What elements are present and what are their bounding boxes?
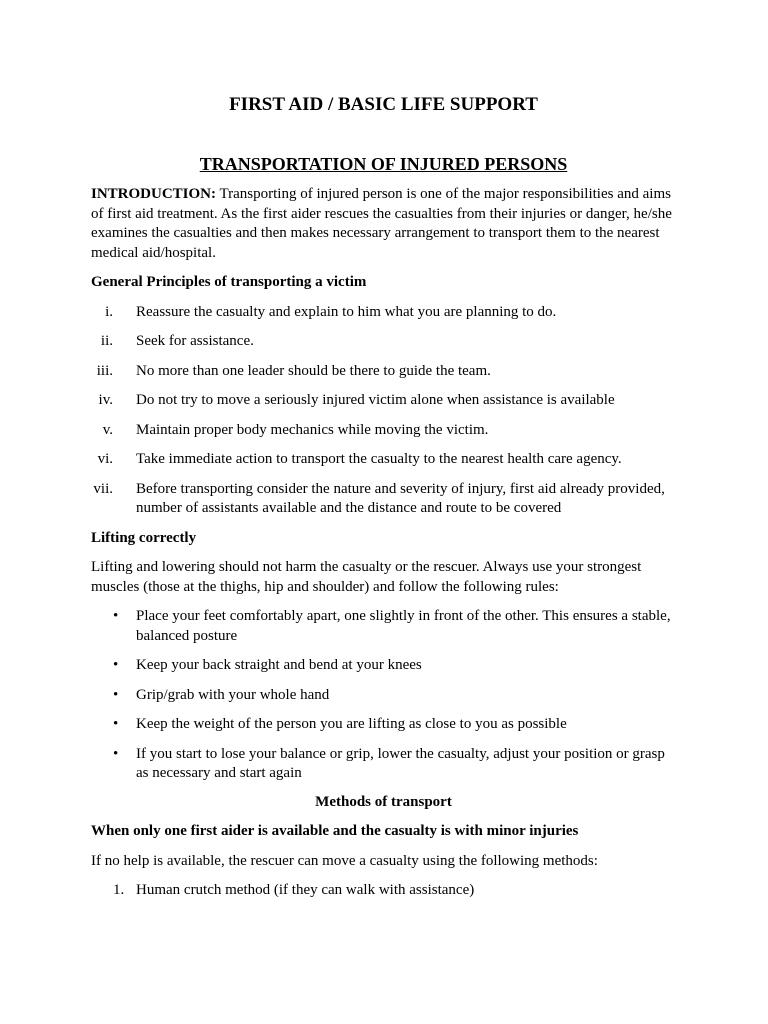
principles-heading: General Principles of transporting a victim [91, 274, 367, 290]
list-item [91, 686, 676, 706]
list-item [91, 745, 676, 784]
lifting-intro-paragraph: Lifting and lowering should not harm the casualty or the rescuer. Always use your strongest muscles (those at the thighs, hip and shoulder) and follow the following rules: [91, 559, 642, 595]
list-item-text: Take immediate action to transport the casualty to the nearest health care agency. [136, 451, 622, 467]
list-item [91, 715, 676, 735]
principles-list [91, 303, 676, 519]
list-marker: 1. [113, 882, 125, 898]
bullet-marker: • [113, 657, 119, 673]
list-item-text: Before transporting consider the nature and severity of injury, first aid already provided, number of assistants available and the distance and route to be covered [136, 480, 665, 516]
section-title: TRANSPORTATION OF INJURED PERSONS [199, 154, 568, 174]
methods-list [91, 881, 676, 901]
list-marker: vi. [97, 451, 113, 467]
list-item-text: Reassure the casualty and explain to him what you are planning to do. [136, 303, 557, 320]
list-marker: iv. [98, 392, 113, 408]
list-item [91, 421, 676, 441]
bullet-marker: • [113, 745, 119, 762]
list-item-text: Seek for assistance. [136, 333, 254, 349]
list-marker: i. [105, 303, 113, 320]
list-item [91, 362, 676, 382]
introduction-paragraph [91, 185, 676, 263]
introduction-text: Transporting of injured person is one of the major responsibilities and aims of first aid treatment. As the first aider rescues the casualties from their injuries or danger, he/she examines the casualties and then makes necessary arrangement to transport them to the nearest medical aid/hospital. [91, 186, 672, 261]
document-title: FIRST AID / BASIC LIFE SUPPORT [229, 94, 538, 115]
introduction-label: INTRODUCTION: [91, 186, 217, 202]
list-item-text: No more than one leader should be there to guide the team. [136, 362, 491, 379]
list-item [91, 391, 676, 411]
list-item [91, 607, 676, 646]
list-marker: vii. [93, 480, 113, 497]
list-item-text: Place your feet comfortably apart, one slightly in front of the other. This ensures a stable, balanced posture [136, 608, 671, 644]
list-item-text: If you start to lose your balance or grip, lower the casualty, adjust your position or grasp as necessary and start again [136, 745, 665, 781]
list-item-text: Human crutch method (if they can walk with assistance) [136, 882, 475, 898]
bullet-marker: • [113, 686, 119, 703]
bullet-marker: • [113, 716, 119, 732]
methods-heading: Methods of transport [315, 793, 452, 810]
list-marker: v. [102, 421, 113, 438]
one-aider-intro-paragraph: If no help is available, the rescuer can move a casualty using the following methods: [91, 852, 598, 869]
list-item-text: Keep your back straight and bend at your knees [136, 657, 422, 673]
list-item [91, 656, 676, 676]
lifting-heading: Lifting correctly [91, 529, 197, 546]
list-item [91, 450, 676, 470]
list-item [91, 332, 676, 352]
list-item-text: Maintain proper body mechanics while moving the victim. [136, 421, 489, 438]
list-item [91, 480, 676, 519]
bullet-marker: • [113, 608, 119, 624]
one-aider-heading: When only one first aider is available and the casualty is with minor injuries [91, 823, 579, 839]
list-item-text: Do not try to move a seriously injured victim alone when assistance is available [136, 392, 615, 408]
list-item-text: Grip/grab with your whole hand [136, 686, 330, 703]
list-item-text: Keep the weight of the person you are lifting as close to you as possible [136, 716, 567, 732]
list-item [91, 881, 676, 901]
list-item [91, 303, 676, 323]
list-marker: iii. [96, 362, 113, 379]
lifting-rules-list [91, 607, 676, 784]
list-marker: ii. [100, 333, 113, 349]
